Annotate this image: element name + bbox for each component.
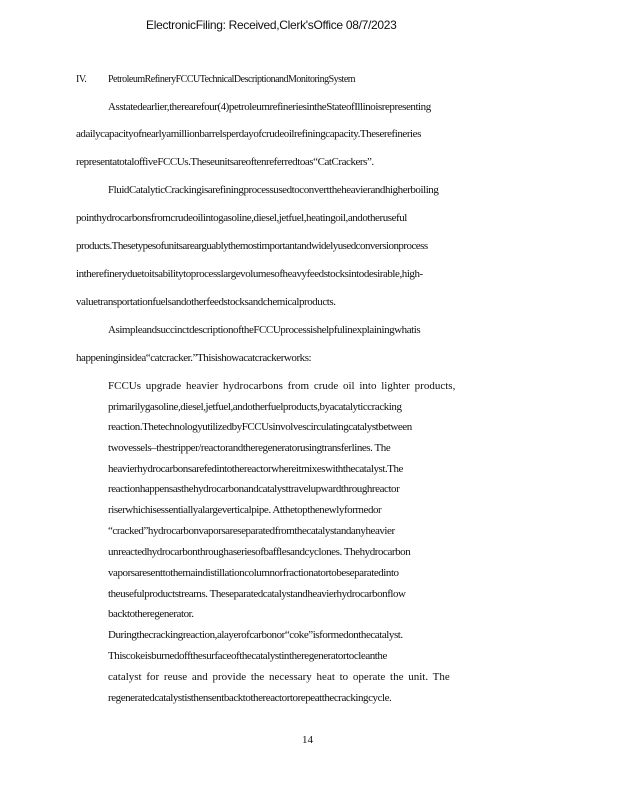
quote-line: heavierhydrocarbonsarefedintothereactorwhereitmixeswiththecatalyst.The [108, 463, 403, 475]
quote-line: catalyst for reuse and provide the necessary heat to operate the unit. The [108, 671, 450, 683]
section-title: PetroleumRefineryFCCUTechnicalDescriptionandMonitoringSystem [108, 74, 356, 85]
paragraph-line: Asstatedearlier,therearefour(4)petroleumrefineriesintheStateofIllinoisrepresenting [108, 101, 431, 113]
quote-line: primarilygasoline,diesel,jetfuel,andotherfuelproducts,byacatalyticcracking [108, 401, 402, 413]
quote-line: FCCUs upgrade heavier hydrocarbons from crude oil into lighter products, [108, 380, 456, 392]
paragraph-line: intherefineryduetoitsabilitytoprocesslargevolumesofheavyfeedstocksintodesirable,high- [76, 268, 423, 280]
quote-line: unreactedhydrocarbonthroughaseriesofbafflesandcyclones. Thehydrocarbon [108, 546, 411, 558]
paragraph-line: adailycapacityofnearlyamillionbarrelsperdayofcrudeoilrefiningcapacity.Theserefineries [76, 128, 421, 140]
section-number: IV. [76, 74, 87, 85]
quote-line: riserwhichisessentiallyalargeverticalpipe. Atthetopthenewlyformedor [108, 504, 382, 516]
quote-line: Thiscokeisburnedoffthesurfaceofthecatalystintheregeneratortocleanthe [108, 650, 387, 662]
filing-stamp-header: ElectronicFiling: Received,Clerk'sOffice 08/7/2023 [146, 18, 397, 32]
quote-line: reactionhappensasthehydrocarbonandcatalysttravelupwardthroughreactor [108, 483, 400, 495]
quote-line: Duringthecrackingreaction,alayerofcarbonor“coke”isformedonthecatalyst. [108, 629, 403, 641]
quote-line: vaporsaresenttothemaindistillationcolumnorfractionatortobeseparatedinto [108, 567, 399, 579]
quote-line: “cracked”hydrocarbonvaporsareseparatedfromthecatalystandanyheavier [108, 525, 395, 537]
quote-line: reaction.ThetechnologyutilizedbyFCCUsinvolvescirculatingcatalystbetween [108, 421, 412, 433]
paragraph-line: representatotaloffiveFCCUs.Theseunitsareoftenreferredtoas“CatCrackers”. [76, 156, 374, 168]
quote-line: twovessels–thestripper/reactorandtheregeneratorusingtransferlines. The [108, 442, 391, 454]
section-heading [76, 74, 355, 85]
paragraph-line: products.Thesetypesofunitsarearguablythemostimportantandwidelyusedconversionprocess [76, 240, 428, 252]
paragraph-line: valuetransportationfuelsandotherfeedstocksandchemicalproducts. [76, 296, 336, 308]
paragraph-line: FluidCatalyticCrackingisarefiningprocessusedtoconverttheheavierandhigherboiling [108, 184, 439, 196]
quote-line: theusefulproductstreams. Theseparatedcatalystandheavierhydrocarbonflow [108, 588, 406, 600]
quote-line: backtotheregenerator. [108, 608, 194, 620]
quote-line: regeneratedcatalystisthensentbacktothereactortorepeatthecrackingcycle. [108, 692, 392, 704]
paragraph-line: happeninginsidea“catcracker.”Thisishowacatcrackerworks: [76, 352, 312, 364]
page-number: 14 [302, 734, 313, 746]
paragraph-line: pointhydrocarbonsfromcrudeoilintogasoline,diesel,jetfuel,heatingoil,andotheruseful [76, 212, 407, 224]
paragraph-line: AsimpleandsuccinctdescriptionoftheFCCUprocessishelpfulinexplainingwhatis [108, 324, 421, 336]
